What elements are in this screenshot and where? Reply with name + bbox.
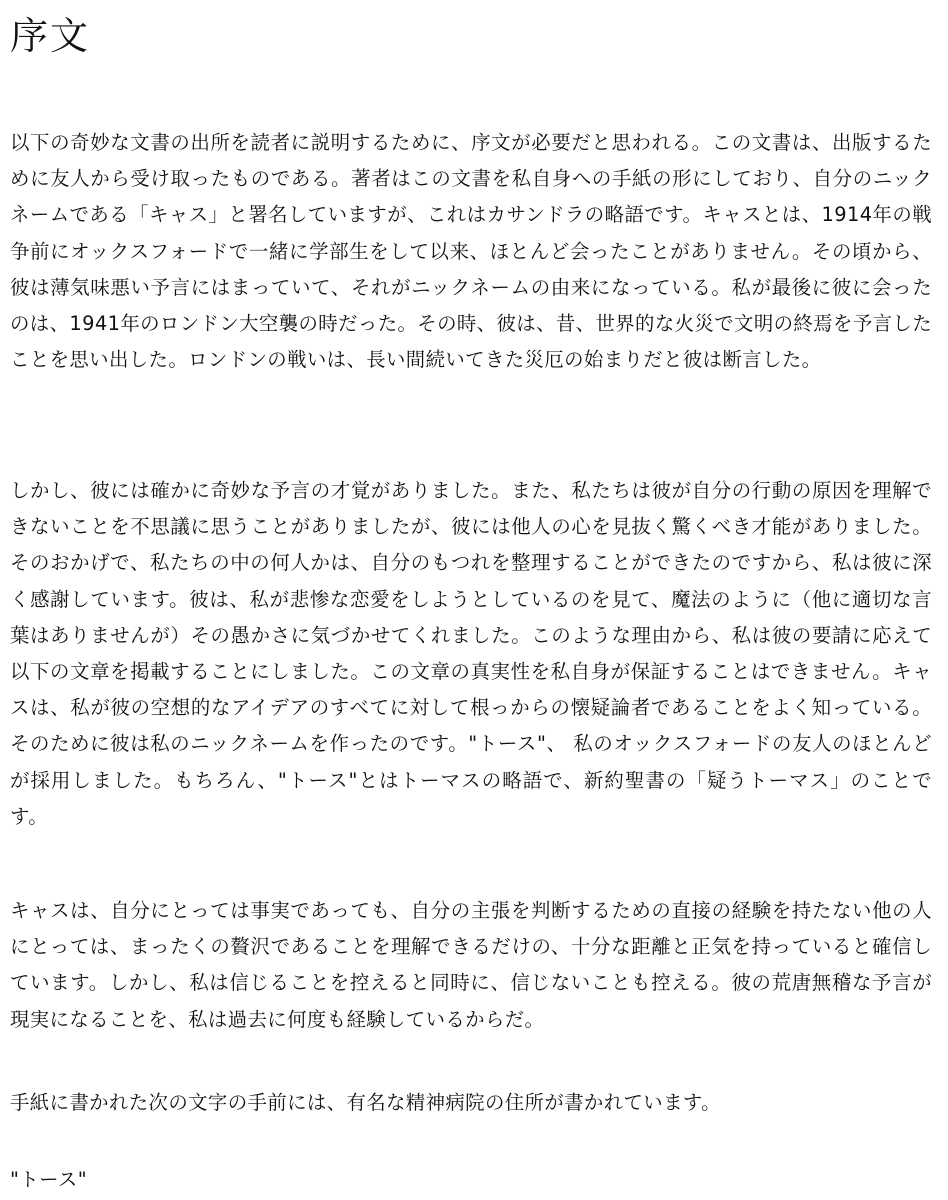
document-page: [10, 12, 932, 1191]
paragraph-3: キャスは、自分にとっては事実であっても、自分の主張を判断するための直接の経験を持たない他の人にとっては、まったくの贅沢であることを理解できるだけの、十分な距離と正気を持っていると確信しています。しかし、私は信じることを控えると同時に、信じないことも控える。彼の荒唐無稽な予言が現実になることを、私は過去に何度も経験しているからだ。: [10, 899, 932, 1031]
signature: "トース": [10, 1168, 88, 1191]
paragraph-1: 以下の奇妙な文書の出所を読者に説明するために、序文が必要だと思われる。この文書は、出版するために友人から受け取ったものである。著者はこの文書を私自身への手紙の形にしており、自分のニックネームである「キャス」と署名していますが、これはカサンドラの略語です。キャスとは、1914年の戦争前にオックスフォードで一緒に学部生をして以来、ほとんど会ったことがありません。その頃から、彼は薄気味悪い予言にはまっていて、それがニックネームの由来になっている。私が最後に彼に会ったのは、1941年のロンドン大空襲の時だった。その時、彼は、昔、世界的な火災で文明の終焉を予言したことを思い出した。ロンドンの戦いは、長い間続いてきた災厄の始まりだと彼は断言した。: [10, 131, 932, 372]
paragraph-4: 手紙に書かれた次の文字の手前には、有名な精神病院の住所が書かれています。: [10, 1091, 721, 1114]
page-title: 序文: [10, 14, 91, 58]
paragraph-2: しかし、彼には確かに奇妙な予言の才覚がありました。また、私たちは彼が自分の行動の原因を理解できないことを不思議に思うことがありましたが、彼には他人の心を見抜く驚くべき才能がありました。そのおかげで、私たちの中の何人かは、自分のもつれを整理することができたのですから、私は彼に深く感謝しています。彼は、私が悲惨な恋愛をしようとしているのを見て、魔法のように（他に適切な言葉はありませんが）その愚かさに気づかせてくれました。このような理由から、私は彼の要請に応えて以下の文章を掲載することにしました。この文章の真実性を私自身が保証することはできません。キャスは、私が彼の空想的なアイデアのすべてに対して根っからの懐疑論者であることをよく知っている。そのために彼は私のニックネームを作ったのです。"トース"、 私のオックスフォードの友人のほとんどが採用しました。もちろん、"トース"とはトーマスの略語で、新約聖書の「疑うトーマス」のことです。: [10, 479, 932, 828]
